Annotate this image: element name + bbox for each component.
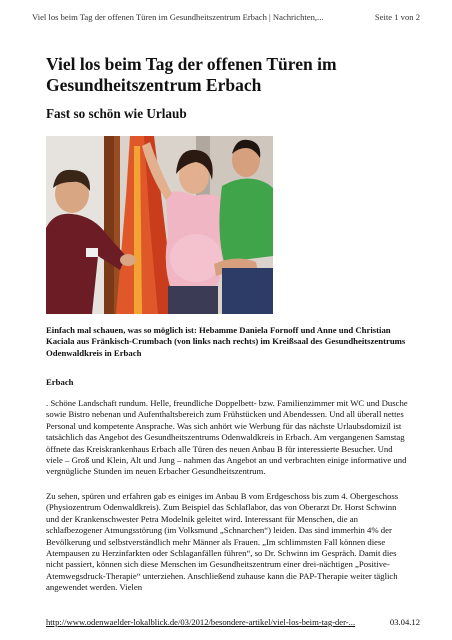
- print-date: 03.04.12: [389, 617, 420, 627]
- paragraph-1: . Schöne Landschaft rundum. Helle, freundliche Doppelbett- bzw. Familienzimmer mit WC und Dusche sowie Bistro nebenan und Aufenthaltsbereich zum Frühstücken und Abendessen. Und all überall nettes Personal und kompetente Ansprache. Was sich anhört wie Werbung für das nächste Urlaubsdomizil ist tatsächlich das Angebot des Gesundheitszentrums Odenwaldkreis in Erbach. Am vergangenen Samstag öffnete das Kreiskrankenhaus Erbach alle Türen des neuen Anbau B für interessierte Besucher. Und viele – Groß und Klein, Alt und Jung – nahmen das Angebot an und verbrachten einige informative und vergnügliche Stunden im neuen Erbacher Gesundheitszentrum.: [46, 398, 408, 477]
- paragraph-2: Zu sehen, spüren und erfahren gab es einiges im Anbau B vom Erdgeschoss bis zum 4. Obergeschoss (Physiozentrum Odenwaldkreis). Zum Beispiel das Schlaflabor, das von Oberarzt Dr. Horst Schwinn und der Krankenschwester Petra Modelnik geleitet wird. Interessant für Menschen, die an schlafbezogener Atmungsstörung (im Volksmund „Schnarchen“) leiden. Das sind immerhin 4% der Bevölkerung und selbstverständlich mehr Männer als Frauen. „Im schlimmsten Fall können diese Atempausen zu Herzinfarkten oder Schlaganfällen führen“, so Dr. Schwinn im Gespräch. Damit dies nicht passiert, können sich diese Menschen im Gesundheitszentrum einer drei-nächtigen „Positive- Atemwegsdruck-Therapie“ unterziehen. Anschließend zuhause kann die PAP-Therapie weiter täglich angewendet werden. Vielen: [46, 491, 399, 593]
- article-photo: [46, 136, 273, 314]
- print-footer: [46, 617, 420, 627]
- article-subtitle: Fast so schön wie Urlaub: [46, 106, 187, 121]
- source-url-link[interactable]: http://www.odenwaelder-lokalblick.de/03/2012/besondere-artikel/viel-los-beim-tag-der-...: [46, 617, 356, 627]
- photo-caption: Einfach mal schauen, was so möglich ist: Hebamme Daniela Fornoff und Anne und Christian Kaciala aus Fränkisch-Crumbach (von links nach rechts) im Kreißsaal des Gesundheitszentrums Odenwaldkreis in Erbach: [46, 325, 406, 358]
- article-title: Viel los beim Tag der offenen Türen im Gesundheitszentrum Erbach: [46, 54, 337, 95]
- page-number: Seite 1 von 2: [374, 12, 420, 22]
- print-header: [32, 12, 420, 24]
- print-header-title: Viel los beim Tag der offenen Türen im Gesundheitszentrum Erbach | Nachrichten,...: [32, 12, 324, 22]
- dateline: Erbach: [46, 377, 74, 387]
